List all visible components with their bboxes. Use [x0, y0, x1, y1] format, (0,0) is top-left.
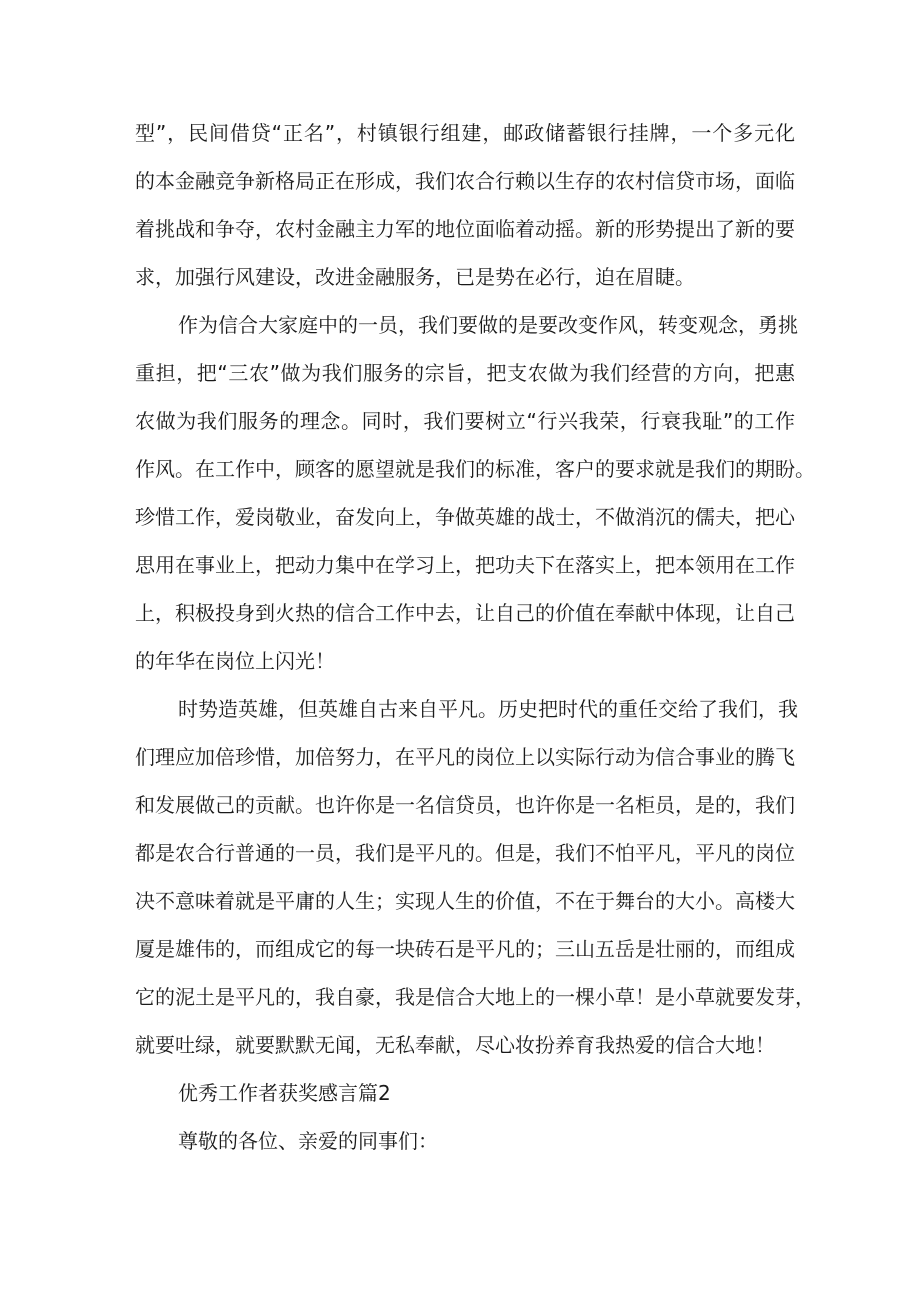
text-line: 们理应加倍珍惜，加倍努力，在平凡的岗位上以实际行动为信合事业的腾飞 — [135, 745, 795, 769]
text-line: 厦是雄伟的，而组成它的每一块砖石是平凡的；三山五岳是壮丽的，而组成 — [135, 937, 795, 961]
text-line: 决不意味着就是平庸的人生；实现人生的价值，不在于舞台的大小。高楼大 — [135, 889, 795, 913]
text-line: 的本金融竞争新格局正在形成，我们农合行赖以生存的农村信贷市场，面临 — [135, 169, 795, 193]
text-line: 都是农合行普通的一员，我们是平凡的。但是，我们不怕平凡，平凡的岗位 — [135, 841, 795, 865]
salutation: 尊敬的各位、亲爱的同事们： — [178, 1129, 438, 1153]
text-line: 着挑战和争夺，农村金融主力军的地位面临着动摇。新的形势提出了新的要 — [135, 217, 795, 241]
text-line: 珍惜工作，爱岗敬业，奋发向上，争做英雄的战士，不做消沉的儒夫，把心 — [135, 505, 795, 529]
text-line: 它的泥土是平凡的，我自豪，我是信合大地上的一棵小草！是小草就要发芽， — [135, 985, 815, 1009]
text-line: 型”，民间借贷“正名”，村镇银行组建，邮政储蓄银行挂牌，一个多元化 — [135, 121, 795, 145]
text-line: 农做为我们服务的理念。同时，我们要树立“行兴我荣，行衰我耻”的工作 — [135, 409, 795, 433]
text-line: 重担，把“三农”做为我们服务的宗旨，把支农做为我们经营的方向，把惠 — [135, 361, 795, 385]
text-line: 上，积极投身到火热的信合工作中去，让自己的价值在奉献中体现，让自己 — [135, 601, 795, 625]
text-line: 就要吐绿，就要默默无闻，无私奉献，尽心妆扮养育我热爱的信合大地！ — [135, 1033, 775, 1057]
text-line: 的年华在岗位上闪光！ — [135, 649, 335, 673]
section-heading: 优秀工作者获奖感言篇2 — [178, 1081, 391, 1105]
text-line: 作为信合大家庭中的一员，我们要做的是要改变作风，转变观念，勇挑 — [178, 313, 798, 337]
text-line: 和发展做己的贡献。也许你是一名信贷员，也许你是一名柜员，是的，我们 — [135, 793, 795, 817]
text-line: 求，加强行风建设，改进金融服务，已是势在必行，迫在眉睫。 — [135, 265, 695, 289]
text-line: 作风。在工作中，顾客的愿望就是我们的标准，客户的要求就是我们的期盼。 — [135, 457, 815, 481]
text-line: 时势造英雄，但英雄自古来自平凡。历史把时代的重任交给了我们，我 — [178, 697, 798, 721]
text-line: 思用在事业上，把动力集中在学习上，把功夫下在落实上，把本领用在工作 — [135, 553, 795, 577]
